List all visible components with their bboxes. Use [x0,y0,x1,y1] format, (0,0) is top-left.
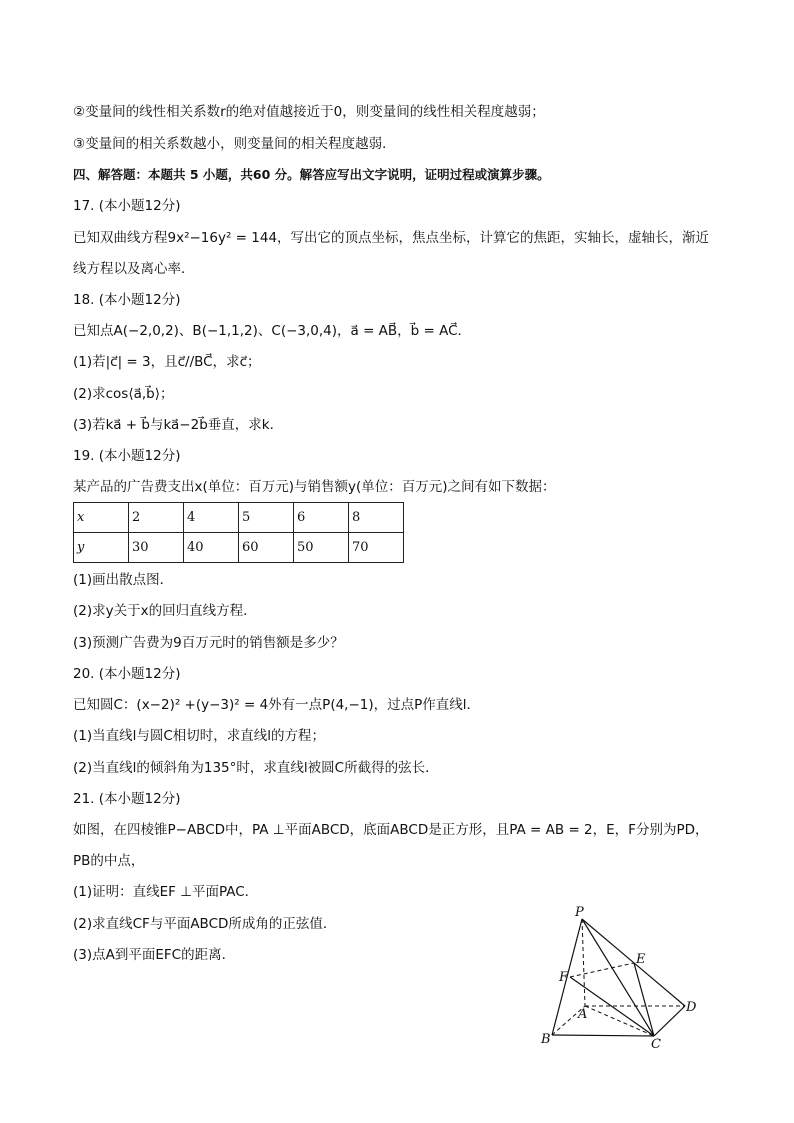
edge-BC [552,1035,654,1036]
statement-3: ③变量间的相关系数越小，则变量间的相关程度越弱． [73,136,396,152]
q18-text: 已知点A(−2,0,2)、B(−1,1,2)、C(−3,0,4)，a⃗ = AB⃗，b⃗ = AC⃗． [73,323,472,339]
q19-header: 19. (本小题12分) [73,448,181,464]
label-P: P [575,905,584,920]
q17-text-1: 已知双曲线方程9x²−16y² = 144，写出它的顶点坐标，焦点坐标，计算它的焦距，实轴长，虚轴长，渐近 [73,230,710,246]
table-cell: y [74,533,129,563]
label-D: D [686,1000,697,1015]
q21-part-2: (2)求直线CF与平面ABCD所成角的正弦值． [73,916,337,932]
segment-EC [634,963,654,1036]
pyramid-figure [530,905,705,1050]
q19-part-2: (2)求y关于x的回归直线方程． [73,603,257,619]
table-cell: 30 [129,533,184,563]
table-row [74,503,404,533]
q19-part-1: (1)画出散点图． [73,572,174,588]
q21-part-3: (3)点A到平面EFC的距离． [73,947,236,963]
q20-header: 20. (本小题12分) [73,666,181,682]
label-A: A [578,1007,588,1022]
q19-part-3: (3)预测广告费为9百万元时的销售额是多少？ [73,635,344,651]
q21-text-1: 如图，在四棱锥P−ABCD中，PA ⊥平面ABCD，底面ABCD是正方形，且PA = AB = 2，E，F分别为PD， [73,822,709,838]
q17-header: 17. (本小题12分) [73,198,181,214]
q20-text: 已知圆C：(x−2)² +(y−3)² = 4外有一点P(4,−1)，过点P作直线l． [73,697,481,713]
q18-part-3: (3)若ka⃗ + b⃗与ka⃗−2b⃗垂直，求k． [73,417,284,433]
edge-CD [654,1006,685,1036]
q18-part-2: (2)求cos⟨a⃗,b⃗⟩； [73,386,174,402]
q21-header: 21. (本小题12分) [73,791,181,807]
table-cell: x [74,503,129,533]
q21-part-1: (1)证明：直线EF ⊥平面PAC． [73,884,259,900]
segment-AC [585,1006,654,1036]
q18-part-1: (1)若|c⃗| = 3，且c⃗//BC⃗，求c⃗； [73,354,261,370]
statement-2: ②变量间的线性相关系数r的绝对值越接近于0，则变量间的线性相关程度越弱； [73,104,545,120]
q18-header: 18. (本小题12分) [73,292,181,308]
section-heading: 四、解答题：本题共 5 小题，共60 分。解答应写出文字说明，证明过程或演算步骤。 [73,167,550,182]
table-cell: 40 [184,533,239,563]
label-C: C [651,1037,661,1050]
table-cell: 2 [129,503,184,533]
table-cell: 60 [239,533,294,563]
table-cell: 6 [294,503,349,533]
label-B: B [541,1032,551,1047]
q20-part-1: (1)当直线l与圆C相切时，求直线l的方程； [73,728,326,744]
table-cell: 70 [349,533,404,563]
edge-PA [582,919,585,1006]
table-cell: 8 [349,503,404,533]
q20-part-2: (2)当直线l的倾斜角为135°时，求直线l被圆C所截得的弦长． [73,760,439,776]
table-cell: 4 [184,503,239,533]
table-cell: 50 [294,533,349,563]
label-E: E [636,952,646,967]
q21-text-2: PB的中点， [73,853,145,869]
edge-PD [582,919,685,1006]
label-F: F [559,970,569,985]
segment-FE [570,963,634,977]
table-row [74,533,404,563]
data-table [73,502,404,563]
q17-text-2: 线方程以及离心率． [73,261,195,277]
table-cell: 5 [239,503,294,533]
edge-PC [582,919,654,1036]
q19-text: 某产品的广告费支出x(单位：百万元)与销售额y(单位：百万元)之间有如下数据： [73,479,556,495]
